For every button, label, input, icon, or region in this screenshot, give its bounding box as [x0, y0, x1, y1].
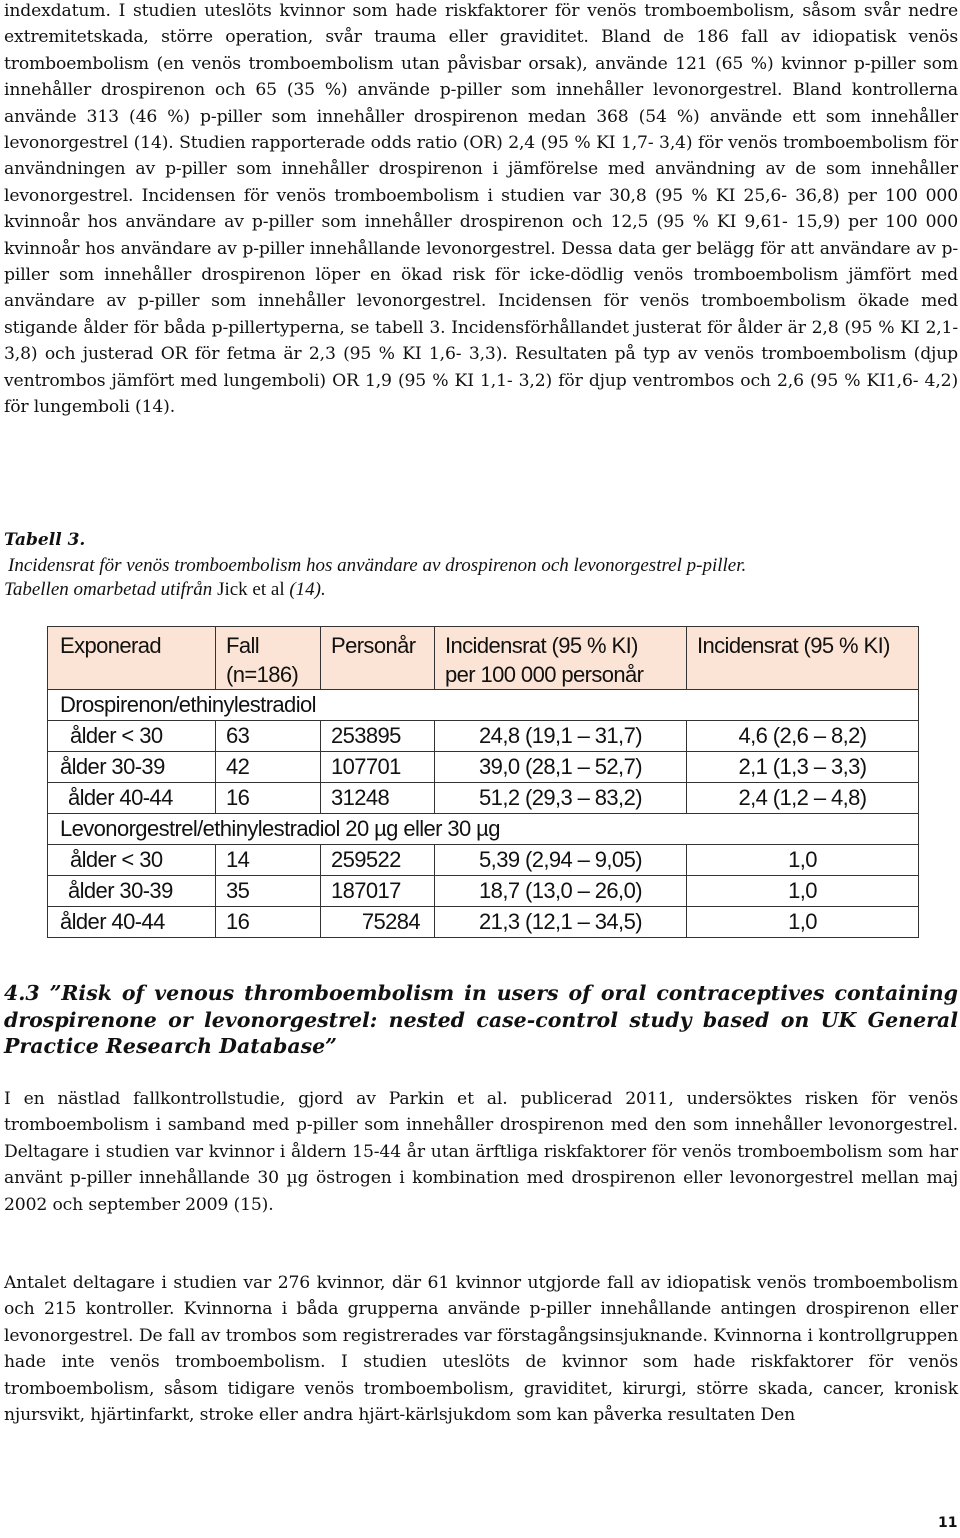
cell-age: ålder 40-44 [48, 907, 216, 938]
header-incidence-rate [435, 627, 687, 690]
cell-cases: 14 [216, 845, 321, 876]
cell-incidence-rate: 5,39 (2,94 – 9,05) [435, 845, 687, 876]
page-number: 11 [938, 1515, 958, 1531]
cell-person-years: 75284 [321, 907, 435, 938]
cell-cases: 35 [216, 876, 321, 907]
table-row [48, 721, 919, 752]
cell-incidence-rate: 51,2 (29,3 – 83,2) [435, 783, 687, 814]
cell-person-years: 259522 [321, 845, 435, 876]
caption-source-ref: (14). [289, 579, 326, 600]
cell-incidence-ratio: 2,1 (1,3 – 3,3) [687, 752, 919, 783]
cell-age: ålder < 30 [48, 845, 216, 876]
header-exposed: Exponerad [48, 627, 216, 690]
table-row [48, 876, 919, 907]
body-paragraph-2: I en nästlad fallkontrollstudie, gjord av Parkin et al. publicerad 2011, undersöktes risken för venös tromboembolism i samband med p-piller som innehåller drospirenon med den som innehåller levonorgestrel. Deltagare i studien var kvinnor i åldern 15-44 år utan ärftliga riskfaktorer för venös tromboembolism som har använt p-piller innehållande 30 µg östrogen i kombination med drospirenon eller levonorgestrel mellan maj 2002 och september 2009 (15). [4, 1089, 958, 1215]
cell-incidence-ratio: 1,0 [687, 876, 919, 907]
table-caption-description: Incidensrat för venös tromboembolism hos användare av drospirenon och levonorgestrel p-piller. [8, 555, 747, 576]
caption-source-authors: Jick et al [217, 579, 285, 600]
cell-age: ålder 40-44 [48, 783, 216, 814]
cell-incidence-rate: 18,7 (13,0 – 26,0) [435, 876, 687, 907]
table-caption-title: Tabell 3. [4, 530, 86, 550]
table-header-row [48, 627, 919, 690]
group-label-levonorgestrel: Levonorgestrel/ethinylestradiol 20 µg eller 30 µg [48, 814, 919, 845]
cell-age: ålder 30-39 [48, 752, 216, 783]
cell-cases: 42 [216, 752, 321, 783]
cell-person-years: 187017 [321, 876, 435, 907]
body-paragraph-1: indexdatum. I studien uteslöts kvinnor som hade riskfaktorer för venös tromboembolism, såsom svår nedre extremitetskada, större operation, svår trauma eller graviditet. Bland de 186 fall av idiopatisk venös tromboembolism (en venös tromboembolism utan påvisbar orsak), använde 121 (65 %) kvinnor p-piller som innehåller drospirenon och 65 (35 %) använde p-piller som innehåller levonorgestrel. Bland kontrollerna använde 313 (46 %) p-piller som innehåller drospirenon medan 368 (54 %) använde ett som innehåller levonorgestrel (14). Studien rapporterade odds ratio (OR) 2,4 (95 % KI 1,7- 3,4) för venös tromboembolism för användningen av p-piller som innehåller drospirenon i jämförelse med användning av de som innehåller levonorgestrel. Incidensen för venös tromboembolism i studien var 30,8 (95 % KI 25,6- 36,8) per 100 000 kvinnoår hos användare av p-piller som innehåller drospirenon och 12,5 (95 % KI 9,61- 15,9) per 100 000 kvinnoår hos användare av p-piller innehållande levonorgestrel. Dessa data ger belägg för att användare av p-piller som innehåller drospirenon löper en ökad risk för icke-dödlig venös tromboembolism jämfört med användare av p-piller som innehåller levonorgestrel. Incidensen för venös tromboembolism ökade med stigande ålder för båda p-pillertyperna, se tabell 3. Incidensförhållandet justerat för ålder är 2,8 (95 % KI 2,1- 3,8) och justerad OR för fetma är 2,3 (95 % KI 1,6- 3,3). Resultaten på typ av venös tromboembolism (djup ventrombos jämfört med lungemboli) OR 1,9 (95 % KI 1,1- 3,2) för djup ventrombos och 2,6 (95 % KI1,6- 4,2) för lungemboli (14). [4, 1, 958, 418]
group-label-drospirenone: Drospirenon/ethinylestradiol [48, 690, 919, 721]
table-caption-source [4, 579, 326, 601]
header-incidence-line2: per 100 000 personår [445, 662, 644, 687]
header-cases-line1: Fall [226, 633, 260, 658]
table-row [48, 752, 919, 783]
incidence-table [47, 626, 919, 938]
header-cases-line2: (n=186) [226, 662, 299, 687]
cell-person-years: 107701 [321, 752, 435, 783]
table-row [48, 845, 919, 876]
cell-incidence-rate: 39,0 (28,1 – 52,7) [435, 752, 687, 783]
cell-cases: 16 [216, 783, 321, 814]
cell-person-years: 31248 [321, 783, 435, 814]
caption-source-prefix: Tabellen omarbetad utifrån [4, 579, 213, 600]
header-person-years: Personår [321, 627, 435, 690]
table-group-row [48, 814, 919, 845]
header-incidence-ratio: Incidensrat (95 % KI) [687, 627, 919, 690]
cell-incidence-ratio: 1,0 [687, 845, 919, 876]
cell-cases: 63 [216, 721, 321, 752]
cell-incidence-ratio: 2,4 (1,2 – 4,8) [687, 783, 919, 814]
header-cases [216, 627, 321, 690]
cell-age: ålder < 30 [48, 721, 216, 752]
cell-incidence-ratio: 1,0 [687, 907, 919, 938]
cell-person-years: 253895 [321, 721, 435, 752]
table-row [48, 783, 919, 814]
cell-incidence-rate: 24,8 (19,1 – 31,7) [435, 721, 687, 752]
table-row [48, 907, 919, 938]
cell-incidence-ratio: 4,6 (2,6 – 8,2) [687, 721, 919, 752]
cell-age: ålder 30-39 [48, 876, 216, 907]
section-heading: 4.3 ”Risk of venous thromboembolism in users of oral contraceptives containing drospirenone or levonorgestrel: nested case-control study based on UK General Practice Research Database” [4, 981, 958, 1058]
cell-incidence-rate: 21,3 (12,1 – 34,5) [435, 907, 687, 938]
body-paragraph-3: Antalet deltagare i studien var 276 kvinnor, där 61 kvinnor utgjorde fall av idiopatisk venös tromboembolism och 215 kontroller. Kvinnorna i båda grupperna använde p-piller innehållande antingen drospirenon eller levonorgestrel. De fall av trombos som registrerades var förstagångsinsjuknande. Kvinnorna i kontrollgruppen hade inte venös tromboembolism. I studien uteslöts de kvinnor som hade riskfaktorer för venös tromboembolism, såsom tidigare venös tromboembolism, graviditet, kirurgi, större skada, cancer, kronisk njursvikt, hjärtinfarkt, stroke eller andra hjärt-kärlsjukdom som kan påverka resultaten Den [4, 1273, 958, 1426]
cell-cases: 16 [216, 907, 321, 938]
table-group-row [48, 690, 919, 721]
header-incidence-line1: Incidensrat (95 % KI) [445, 633, 638, 658]
